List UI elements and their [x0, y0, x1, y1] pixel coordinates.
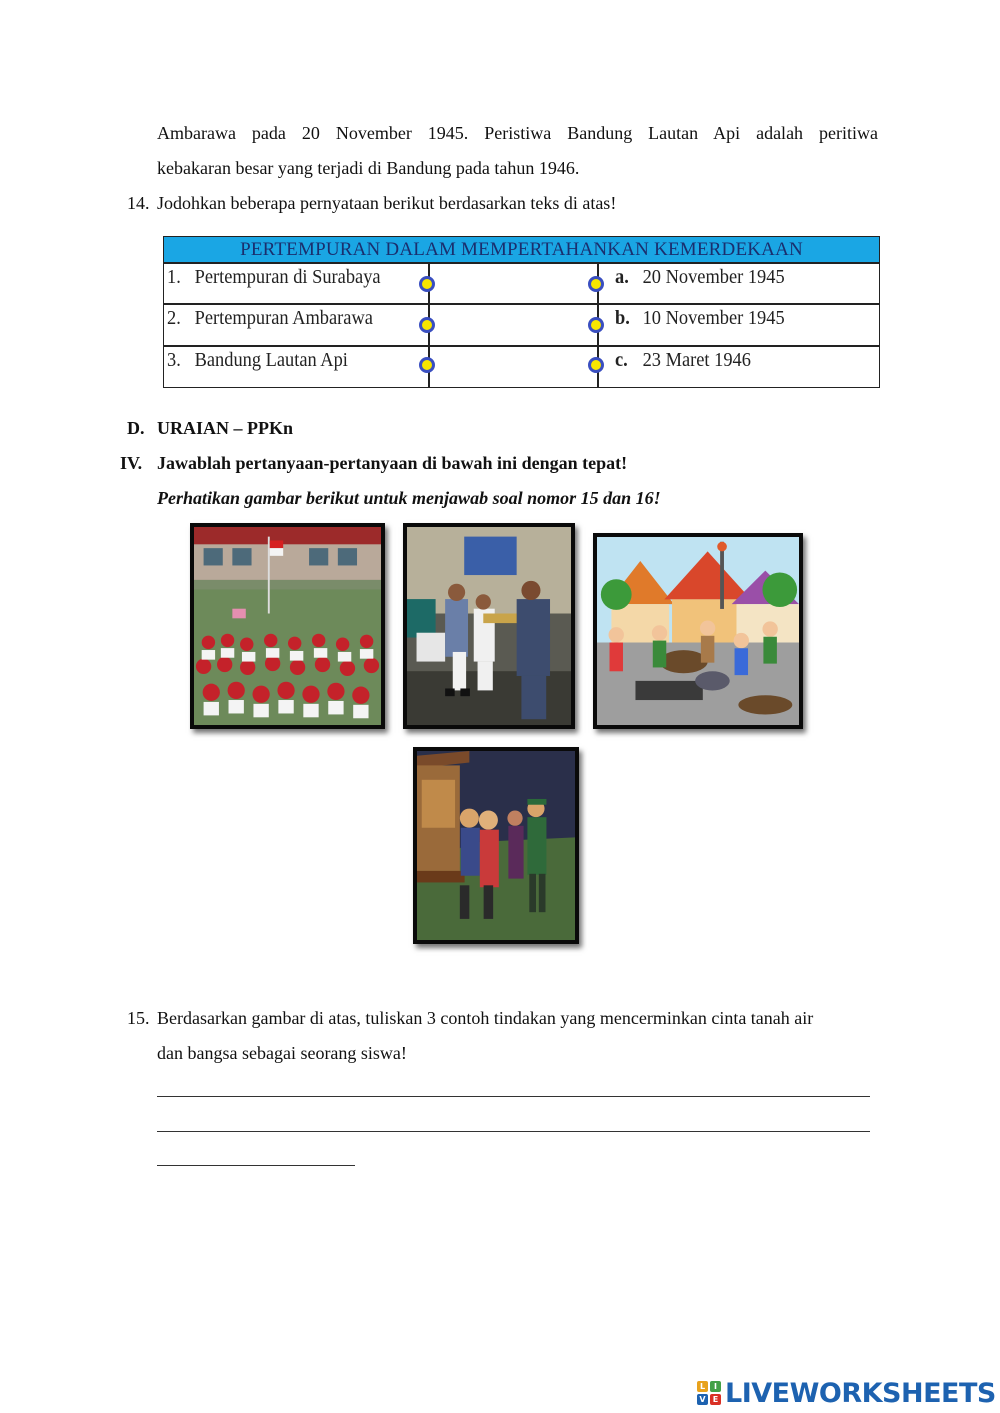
liveworksheets-logo-icon: [697, 1381, 721, 1405]
flag-ceremony-photo-icon: [190, 523, 385, 729]
match-left-number: 1.: [167, 266, 181, 288]
night-patrol-illustration-icon: [413, 747, 579, 944]
intro-line-1: Ambarawa pada 20 November 1945. Peristiwa Bandung Lautan Api adalah peritiwa: [157, 123, 878, 143]
answer-line-1[interactable]: [157, 1096, 870, 1097]
match-right-letter: c.: [615, 349, 628, 371]
logo-letter: E: [710, 1394, 721, 1405]
match-dot-right-b[interactable]: [588, 317, 604, 333]
table-divider: [164, 345, 879, 347]
liveworksheets-watermark: [697, 1377, 996, 1409]
match-left-label: Bandung Lautan Api: [194, 349, 348, 371]
community-cleanup-illustration-icon: [593, 533, 803, 729]
match-left-item-1: [167, 265, 381, 289]
question-15-line-1: Berdasarkan gambar di atas, tuliskan 3 contoh tindakan yang mencerminkan cinta tanah air: [157, 1008, 814, 1028]
liveworksheets-text: LIVEWORKSHEETS: [725, 1377, 996, 1409]
section-iv-title: Jawablah pertanyaan-pertanyaan di bawah ini dengan tepat!: [157, 453, 628, 473]
match-dot-right-a[interactable]: [588, 276, 604, 292]
match-left-label: Pertempuran Ambarawa: [194, 307, 373, 329]
logo-letter: V: [697, 1394, 708, 1405]
match-left-number: 3.: [167, 349, 181, 371]
match-right-letter: b.: [615, 307, 630, 329]
matching-table-header: PERTEMPURAN DALAM MEMPERTAHANKAN KEMERDEKAAN: [164, 237, 879, 262]
section-d-title: URAIAN – PPKn: [157, 418, 294, 438]
question-14-text: Jodohkan beberapa pernyataan berikut berdasarkan teks di atas!: [157, 193, 617, 213]
section-iv-label: IV.: [120, 453, 143, 473]
answer-line-3[interactable]: [157, 1165, 355, 1166]
award-ceremony-photo-icon: [403, 523, 575, 729]
match-left-item-3: [167, 348, 348, 372]
match-right-label: 10 November 1945: [642, 307, 785, 329]
match-dot-left-3[interactable]: [419, 357, 435, 373]
table-divider: [164, 303, 879, 305]
match-right-label: 23 Maret 1946: [642, 349, 751, 371]
logo-letter: L: [697, 1381, 708, 1392]
matching-table: [163, 236, 880, 388]
match-dot-left-1[interactable]: [419, 276, 435, 292]
question-15-number: 15.: [127, 1008, 150, 1028]
match-right-item-b: [615, 306, 785, 330]
question-14-number: 14.: [127, 193, 150, 213]
question-15-line-2: dan bangsa sebagai seorang siswa!: [157, 1043, 407, 1063]
logo-letter: I: [710, 1381, 721, 1392]
match-right-letter: a.: [615, 266, 629, 288]
intro-line-2: kebakaran besar yang terjadi di Bandung pada tahun 1946.: [157, 158, 580, 178]
picture-instruction: Perhatikan gambar berikut untuk menjawab soal nomor 15 dan 16!: [157, 488, 661, 508]
match-right-item-c: [615, 348, 751, 372]
match-right-item-a: [615, 265, 785, 289]
section-d-label: D.: [127, 418, 145, 438]
match-left-number: 2.: [167, 307, 181, 329]
table-divider: [164, 262, 879, 264]
answer-line-2[interactable]: [157, 1131, 870, 1132]
match-left-item-2: [167, 306, 373, 330]
match-dot-right-c[interactable]: [588, 357, 604, 373]
match-dot-left-2[interactable]: [419, 317, 435, 333]
match-left-label: Pertempuran di Surabaya: [194, 266, 381, 288]
match-right-label: 20 November 1945: [642, 266, 785, 288]
